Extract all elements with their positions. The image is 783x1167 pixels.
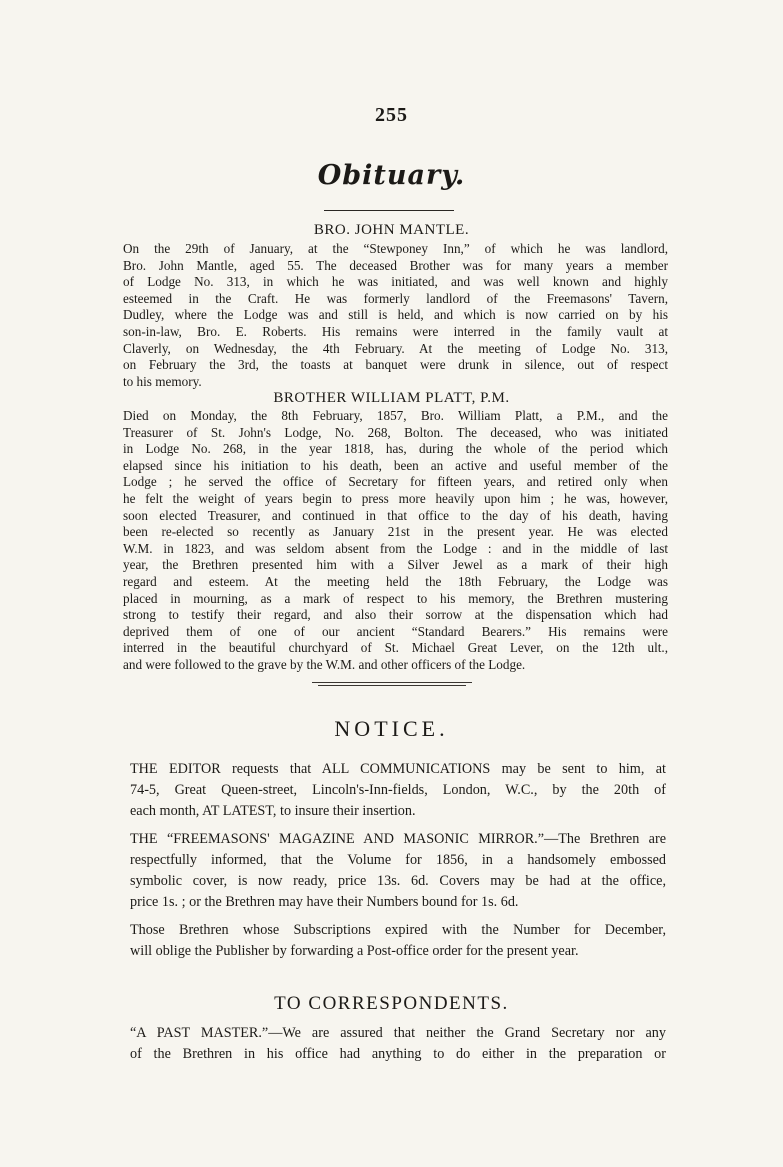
obit2-line: interred in the beautiful churchyard of St. Michael Great Lever, on the 12th ult., [123, 640, 668, 656]
obit2-line: Died on Monday, the 8th February, 1857, Bro. William Platt, a P.M., and the [123, 408, 668, 423]
obit2-line: Treasurer of St. John's Lodge, No. 268, Bolton. The deceased, who was initiated [123, 424, 668, 440]
correspondents-line: “A PAST MASTER.”—We are assured that neither the Grand Secretary nor any [130, 1025, 666, 1041]
obit1-line: Bro. John Mantle, aged 55. The deceased Brother was for many years a member [123, 257, 668, 273]
notice-line: 74-5, Great Queen-street, Lincoln's-Inn-fields, London, W.C., by the 20th of [130, 782, 666, 798]
obit2-line: deprived them of one of our ancient “Standard Bearers.” His remains were [123, 623, 668, 639]
obit1-heading: BRO. JOHN MANTLE. [313, 222, 470, 238]
notice-line: each month, AT LATEST, to insure their insertion. [130, 803, 416, 819]
section-title: Obituary. [317, 160, 466, 191]
notice-line: respectfully informed, that the Volume for 1856, in a handsomely embossed [130, 852, 666, 868]
obit1-line: Claverly, on Wednesday, the 4th February. At the meeting of Lodge No. 313, [123, 340, 668, 356]
page-number: 255 [375, 104, 408, 126]
obit2-line: he felt the weight of years begin to press more heavily upon him ; he was, however, [123, 490, 668, 506]
notice-line: price 1s. ; or the Brethren may have their Numbers bound for 1s. 6d. [130, 894, 519, 910]
notice-para-3 [130, 920, 666, 962]
obit2-line: regard and esteem. At the meeting held the 18th February, the Lodge was [123, 573, 668, 589]
obit1-text [123, 241, 668, 390]
notice-line: THE EDITOR requests that ALL COMMUNICATIONS may be sent to him, at [130, 761, 666, 777]
obit2-line: soon elected Treasurer, and continued in that office to the day of his death, having [123, 507, 668, 523]
obit1-line: On the 29th of January, at the “Stewponey Inn,” of which he was landlord, [123, 241, 668, 256]
divider-rule [312, 682, 472, 683]
correspondents-line: of the Brethren in his office had anything to do either in the preparation or [130, 1046, 666, 1062]
obit1-line: to his memory. [123, 373, 202, 389]
obit2-line: been re-elected so recently as January 21st in the present year. He was elected [123, 524, 668, 540]
notice-line: symbolic cover, is now ready, price 13s. 6d. Covers may be had at the office, [130, 873, 666, 889]
notice-title: NOTICE. [334, 716, 449, 741]
obit2-line: strong to testify their regard, and also their sorrow at the dispensation which had [123, 607, 668, 623]
notice-line: THE “FREEMASONS' MAGAZINE AND MASONIC MIRROR.”—The Brethren are [130, 831, 666, 847]
obit2-line: and were followed to the grave by the W.M. and other officers of the Lodge. [123, 656, 526, 672]
notice-para-1 [130, 759, 666, 822]
obit1-line: esteemed in the Craft. He was formerly landlord of the Freemasons' Tavern, [123, 290, 668, 306]
title-rule [324, 210, 454, 211]
obit1-line: of Lodge No. 313, in which he was initiated, and was well known and highly [123, 274, 668, 290]
obit2-line: placed in mourning, as a mark of respect to his memory, the Brethren mustering [123, 590, 668, 606]
obit1-line: Dudley, where the Lodge was and still is held, and which is now carried on by his [123, 307, 668, 323]
obit2-line: year, the Brethren presented him with a Silver Jewel as a mark of their high [123, 557, 668, 573]
obit2-line: in Lodge No. 268, in the year 1818, has, during the whole of the period which [123, 441, 668, 457]
notice-line: Those Brethren whose Subscriptions expired with the Number for December, [130, 922, 666, 938]
obit2-line: elapsed since his initiation to his death, been an active and useful member of the [123, 457, 668, 473]
obit2-heading: BROTHER WILLIAM PLATT, P.M. [273, 390, 510, 406]
divider-rule [318, 685, 466, 686]
obit1-line: son-in-law, Bro. E. Roberts. His remains were interred in the family vault at [123, 323, 668, 339]
notice-line: will oblige the Publisher by forwarding a Post-office order for the present year. [130, 943, 579, 959]
obit2-line: W.M. in 1823, and was seldom absent from the Lodge : and in the middle of last [123, 540, 668, 556]
obit2-line: Lodge ; he served the office of Secretary for fifteen years, and retired only when [123, 474, 668, 490]
correspondents-text [130, 1023, 666, 1065]
correspondents-title: TO CORRESPONDENTS. [274, 993, 509, 1014]
obit1-line: on February the 3rd, the toasts at banquet were drunk in silence, out of respect [123, 357, 668, 373]
obit2-text [123, 408, 668, 674]
notice-para-2 [130, 829, 666, 913]
